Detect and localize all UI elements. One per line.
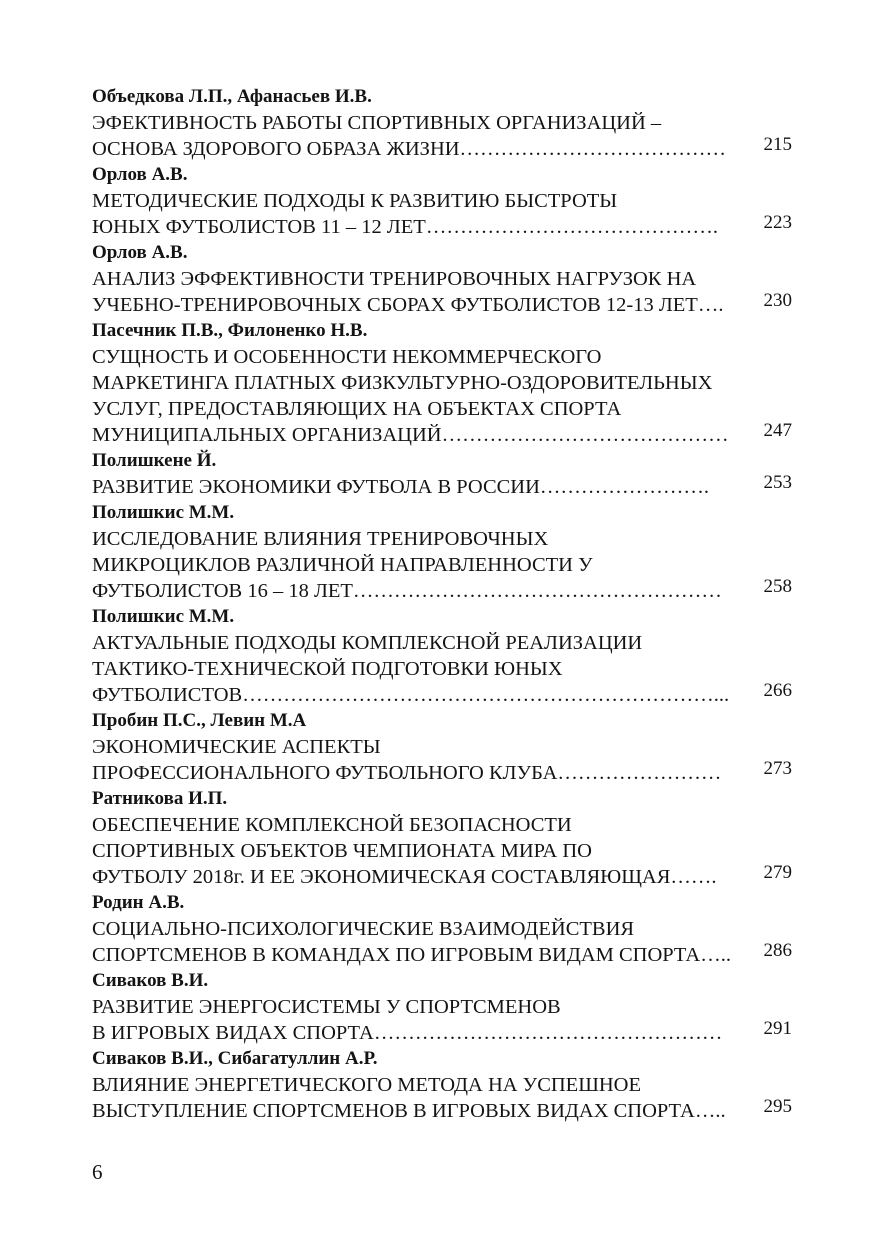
entry-title-text: УСЛУГ, ПРЕДОСТАВЛЯЮЩИХ НА ОБЪЕКТАХ СПОРТА (92, 398, 622, 420)
entry-title-text: СОЦИАЛЬНО-ПСИХОЛОГИЧЕСКИЕ ВЗАИМОДЕЙСТВИЯ (92, 918, 635, 940)
toc-entry (92, 162, 792, 240)
entry-title-line (92, 576, 792, 604)
toc-entry (92, 318, 792, 448)
entry-title-line (92, 420, 792, 448)
entry-title-line (92, 266, 792, 292)
entry-title-text: ОСНОВА ЗДОРОВОГО ОБРАЗА ЖИЗНИ………………………………… (92, 138, 727, 160)
entry-title-text: СПОРТСМЕНОВ В КОМАНДАХ ПО ИГРОВЫМ ВИДАМ СПОРТА….. (92, 944, 731, 966)
toc-entry (92, 240, 792, 318)
entry-title-text: МАРКЕТИНГА ПЛАТНЫХ ФИЗКУЛЬТУРНО-ОЗДОРОВИТЕЛЬНЫХ (92, 372, 713, 394)
entry-title-line (92, 1096, 792, 1124)
entry-author: Ратникова И.П. (92, 788, 228, 809)
toc-entry (92, 708, 792, 786)
entry-title-text: ФУТБОЛУ 2018г. И ЕЕ ЭКОНОМИЧЕСКАЯ СОСТАВЛЯЮЩАЯ……. (92, 866, 717, 888)
entry-author: Полишкис М.М. (92, 502, 235, 523)
entry-title-line (92, 396, 792, 422)
entry-title-line (92, 838, 792, 864)
entry-title-text: ЭФЕКТИВНОСТЬ РАБОТЫ СПОРТИВНЫХ ОРГАНИЗАЦИЙ – (92, 112, 662, 134)
entry-title-line (92, 188, 792, 214)
toc-entry (92, 890, 792, 968)
entry-page-number: 273 (763, 758, 792, 779)
entry-page-number: 253 (763, 472, 792, 493)
entry-author: Пасечник П.В., Филоненко Н.В. (92, 320, 368, 341)
entry-page-number: 223 (763, 212, 792, 233)
entry-author: Сиваков В.И., Сибагатуллин А.Р. (92, 1048, 378, 1069)
entry-title-line (92, 734, 792, 760)
entry-title-text: ЭКОНОМИЧЕСКИЕ АСПЕКТЫ (92, 736, 381, 758)
entry-title-text: ТАКТИКО-ТЕХНИЧЕСКОЙ ПОДГОТОВКИ ЮНЫХ (92, 658, 563, 680)
entry-page-number: 286 (763, 940, 792, 961)
entry-title-text: АНАЛИЗ ЭФФЕКТИВНОСТИ ТРЕНИРОВОЧНЫХ НАГРУЗОК НА (92, 268, 697, 290)
entry-title-text: ИССЛЕДОВАНИЕ ВЛИЯНИЯ ТРЕНИРОВОЧНЫХ (92, 528, 549, 550)
entry-page-number: 291 (763, 1018, 792, 1039)
entry-title-text: ВЫСТУПЛЕНИЕ СПОРТСМЕНОВ В ИГРОВЫХ ВИДАХ СПОРТА….. (92, 1100, 726, 1122)
entry-page-number: 266 (763, 680, 792, 701)
entry-title-line (92, 370, 792, 396)
entry-page-number: 295 (763, 1096, 792, 1117)
entry-author: Сиваков В.И. (92, 970, 209, 991)
entry-title-line (92, 994, 792, 1020)
entry-title-line (92, 1072, 792, 1098)
entry-author: Орлов А.В. (92, 164, 188, 185)
entry-title-line (92, 552, 792, 578)
entry-title-text: В ИГРОВЫХ ВИДАХ СПОРТА…………………………………………… (92, 1022, 723, 1044)
entry-title-text: ОБЕСПЕЧЕНИЕ КОМПЛЕКСНОЙ БЕЗОПАСНОСТИ (92, 814, 572, 836)
toc-entry (92, 786, 792, 890)
entry-title-text: МУНИЦИПАЛЬНЫХ ОРГАНИЗАЦИЙ…………………………………… (92, 424, 729, 446)
entry-title-text: МИКРОЦИКЛОВ РАЗЛИЧНОЙ НАПРАВЛЕННОСТИ У (92, 554, 593, 576)
entry-title-text: ФУТБОЛИСТОВ 16 – 18 ЛЕТ……………………………………………… (92, 580, 722, 602)
entry-title-text: ВЛИЯНИЕ ЭНЕРГЕТИЧЕСКОГО МЕТОДА НА УСПЕШНОЕ (92, 1074, 642, 1096)
entry-author: Орлов А.В. (92, 242, 188, 263)
entry-page-number: 215 (763, 134, 792, 155)
entry-title-text: СПОРТИВНЫХ ОБЪЕКТОВ ЧЕМПИОНАТА МИРА ПО (92, 840, 592, 862)
entry-title-line (92, 290, 792, 318)
entry-title-line (92, 940, 792, 968)
toc-entry (92, 448, 792, 500)
toc-entry (92, 1046, 792, 1124)
entry-title-text: УЧЕБНО-ТРЕНИРОВОЧНЫХ СБОРАХ ФУТБОЛИСТОВ 12-13 ЛЕТ…. (92, 294, 724, 316)
entry-title-line (92, 472, 792, 500)
entry-title-line (92, 758, 792, 786)
entry-title-line (92, 134, 792, 162)
entry-page-number: 279 (763, 862, 792, 883)
entry-title-line (92, 630, 792, 656)
entry-page-number: 258 (763, 576, 792, 597)
entry-title-text: РАЗВИТИЕ ЭКОНОМИКИ ФУТБОЛА В РОССИИ……………………. (92, 476, 710, 498)
entry-title-line (92, 680, 792, 708)
page-number: 6 (92, 1160, 103, 1184)
entry-title-line (92, 344, 792, 370)
entry-page-number: 247 (763, 420, 792, 441)
toc-entry (92, 604, 792, 708)
toc-entry (92, 500, 792, 604)
entry-author: Полишкис М.М. (92, 606, 235, 627)
entry-title-line (92, 656, 792, 682)
entry-title-text: РАЗВИТИЕ ЭНЕРГОСИСТЕМЫ У СПОРТСМЕНОВ (92, 996, 561, 1018)
entry-title-text: АКТУАЛЬНЫЕ ПОДХОДЫ КОМПЛЕКСНОЙ РЕАЛИЗАЦИИ (92, 632, 643, 654)
entry-title-text: МЕТОДИЧЕСКИЕ ПОДХОДЫ К РАЗВИТИЮ БЫСТРОТЫ (92, 190, 618, 212)
entry-title-line (92, 916, 792, 942)
table-of-contents (92, 84, 792, 1124)
entry-author: Родин А.В. (92, 892, 185, 913)
entry-title-text: ФУТБОЛИСТОВ……………………………………………………………... (92, 684, 730, 706)
entry-author: Объедкова Л.П., Афанасьев И.В. (92, 86, 372, 107)
entry-title-line (92, 1018, 792, 1046)
entry-page-number: 230 (763, 290, 792, 311)
entry-title-line (92, 862, 792, 890)
entry-title-text: ПРОФЕССИОНАЛЬНОГО ФУТБОЛЬНОГО КЛУБА…………………… (92, 762, 722, 784)
entry-author: Пробин П.С., Левин М.А (92, 710, 307, 731)
entry-title-line (92, 526, 792, 552)
entry-title-line (92, 212, 792, 240)
entry-title-line (92, 812, 792, 838)
entry-title-line (92, 110, 792, 136)
entry-author: Полишкене Й. (92, 450, 217, 471)
entry-title-text: ЮНЫХ ФУТБОЛИСТОВ 11 – 12 ЛЕТ……………………………………. (92, 216, 718, 238)
toc-entry (92, 968, 792, 1046)
entry-title-text: СУЩНОСТЬ И ОСОБЕННОСТИ НЕКОММЕРЧЕСКОГО (92, 346, 602, 368)
toc-entry (92, 84, 792, 162)
